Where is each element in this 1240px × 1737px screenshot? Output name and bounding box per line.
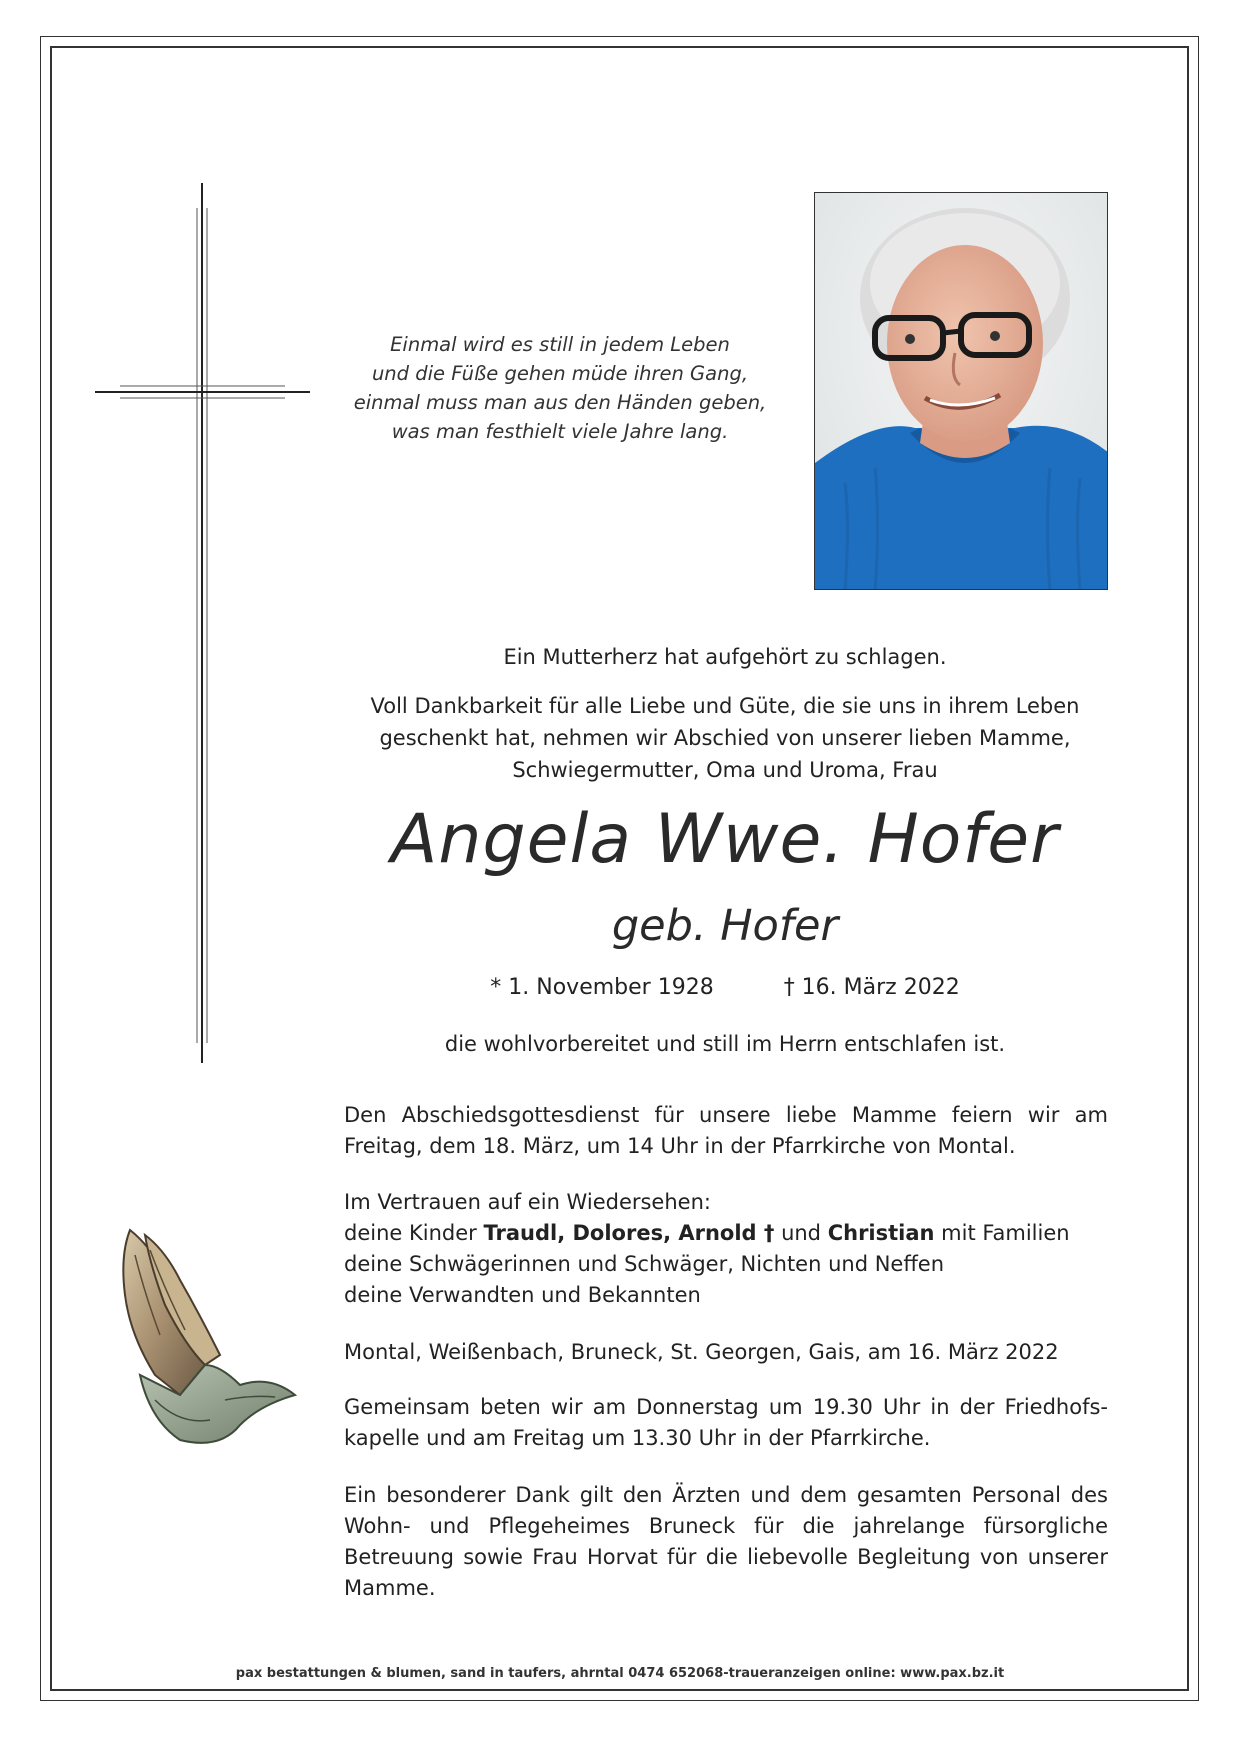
passing-text: die wohlvorbereitet und still im Herrn entschlafen ist. [444,1032,1006,1056]
prayer-line: Gemeinsam beten wir am Donnerstag um 19.30 Uhr in der Friedhofs- [344,1395,1108,1419]
mourners-relatives: deine Verwandten und Bekannten [344,1283,701,1307]
birth-date: * 1. November 1928 [490,975,714,1000]
lead-text: Ein Mutterherz hat aufgehört zu schlagen. [503,645,947,669]
place-date [344,1337,1108,1368]
prayer-paragraph [344,1392,1108,1454]
gratitude-line: Ein besonderer Dank gilt den Ärzten und dem gesamten Personal des [344,1483,1108,1507]
mourners-paragraph [344,1187,1108,1311]
children-last: Christian [827,1221,935,1245]
gratitude-paragraph [344,1480,1108,1604]
quote-line: was man festhielt viele Jahre lang. [391,420,729,443]
death-date: † 16. März 2022 [783,975,960,1000]
mourners-in-laws: deine Schwägerinnen und Schwäger, Nichten und Neffen [344,1252,945,1276]
deceased-name: Angela Wwe. Hofer [390,800,1060,879]
children-cross: † [756,1221,775,1245]
portrait-illustration [815,193,1108,590]
portrait-photo [814,192,1108,590]
thanks-line: Voll Dankbarkeit für alle Liebe und Güte, die sie uns in ihrem Leben [370,694,1080,718]
thanks-text [330,690,1120,786]
place-date-text: Montal, Weißenbach, Bruneck, St. Georgen, Gais, am 16. März 2022 [344,1340,1059,1364]
children-suffix: mit Familien [934,1221,1070,1245]
children-prefix: deine Kinder [344,1221,484,1245]
children-names: Traudl, Dolores, Arnold [483,1221,757,1245]
footer-credit: pax bestattungen & blumen, sand in taufers, ahrntal 0474 652068-traueranzeigen online: www.pax.bz.it [235,1666,1005,1681]
quote-line: und die Füße gehen müde ihren Gang, [371,362,749,385]
gratitude-line: Betreuung sowie Frau Horvat für die liebevolle Begleitung von unserer [344,1545,1108,1569]
quote-line: Einmal wird es still in jedem Leben [390,333,730,356]
mourners-children [344,1218,1108,1249]
maiden-name: geb. Hofer [611,901,839,951]
service-paragraph [344,1100,1108,1162]
thanks-line: Schwiegermutter, Oma und Uroma, Frau [512,758,938,782]
service-line: Den Abschiedsgottesdienst für unsere liebe Mamme feiern wir am [344,1103,1108,1127]
thanks-line: geschenkt hat, nehmen wir Abschied von unserer lieben Mamme, [379,726,1071,750]
gratitude-line: Mamme. [344,1576,436,1600]
cross-icon [95,183,310,1063]
mourners-intro: Im Vertrauen auf ein Wiedersehen: [344,1190,711,1214]
quote-line: einmal muss man aus den Händen geben, [353,391,767,414]
gratitude-line: Wohn- und Pflegeheimes Bruneck für die jahrelange fürsorgliche [344,1514,1108,1538]
life-dates [330,975,1120,1000]
memorial-quote [340,330,780,446]
children-and: und [774,1221,828,1245]
prayer-line: kapelle und am Freitag um 13.30 Uhr in der Pfarrkirche. [344,1426,931,1450]
service-line: Freitag, dem 18. März, um 14 Uhr in der Pfarrkirche von Montal. [344,1134,1016,1158]
praying-hands-icon [110,1225,300,1455]
